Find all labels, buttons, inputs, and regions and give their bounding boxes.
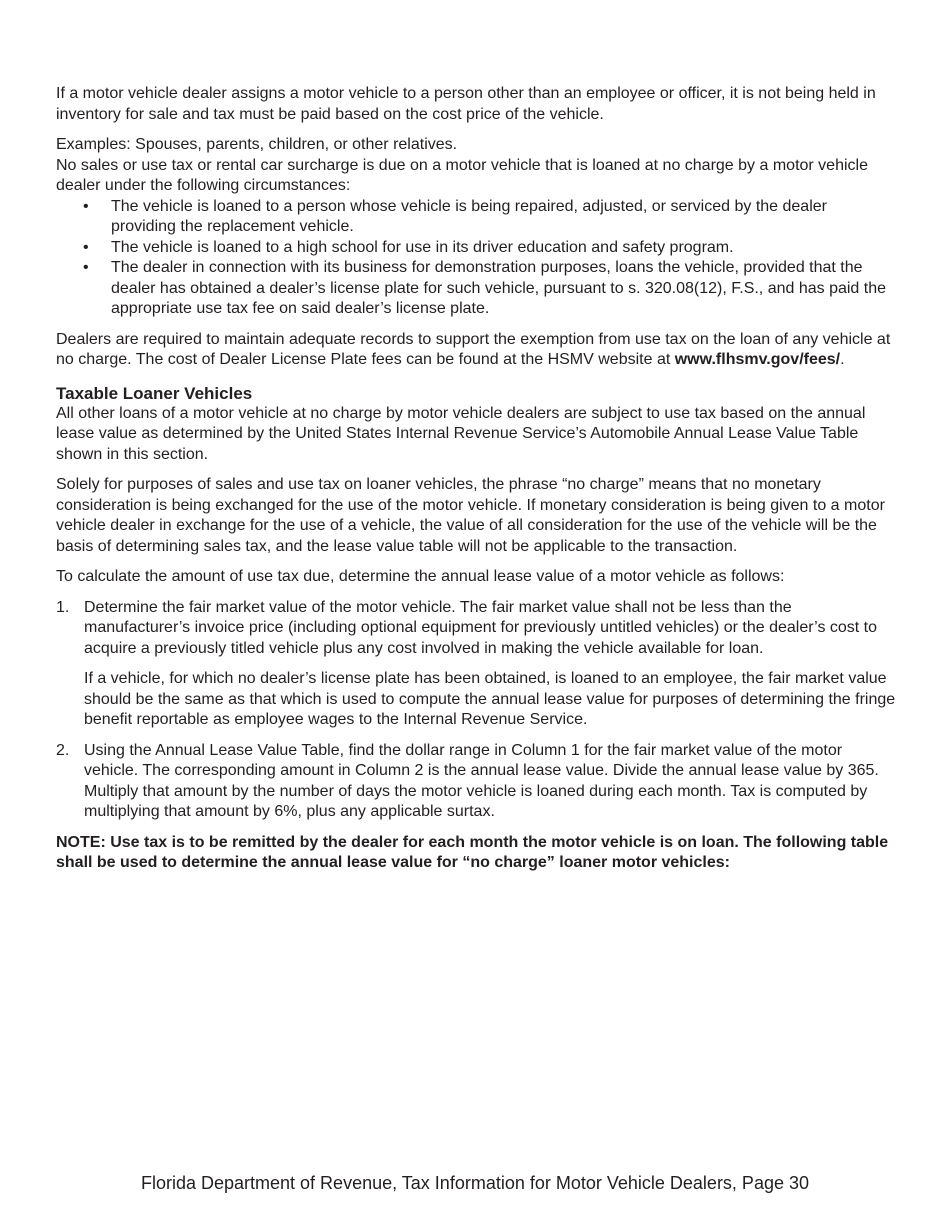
calc-intro-paragraph: To calculate the amount of use tax due, determine the annual lease value of a motor vehicle as follows:	[56, 568, 785, 585]
step-text: Determine the fair market value of the motor vehicle. The fair market value shall not be less than the manufacturer’s invoice price (including optional equipment for previously untitled vehicles) or the dealer’s cost to acquire a previously titled vehicle plus any cost involved in making the vehicle available for loan.	[84, 598, 878, 657]
bullet-icon: •	[83, 259, 89, 276]
intro-paragraph: If a motor vehicle dealer assigns a motor vehicle to a person other than an employee or officer, it is not being held in inventory for sale and tax must be paid based on the cost price of the vehicle.	[56, 85, 876, 123]
list-item	[56, 238, 896, 259]
document-body	[56, 84, 896, 874]
section-heading: Taxable Loaner Vehicles	[56, 383, 253, 403]
hsmv-fees-link[interactable]: www.flhsmv.gov/fees/	[674, 351, 841, 368]
step-text: Using the Annual Lease Value Table, find the dollar range in Column 1 for the fair market value of the motor vehicle. The corresponding amount in Column 2 is the annual lease value. Divide the annual lease value by 365. Multiply that amount by the number of days the motor vehicle is loaned during each month. Tax is computed by multiplying that amount by 6%, plus any applicable surtax.	[84, 741, 879, 820]
step-item	[56, 741, 896, 823]
list-item	[56, 197, 896, 238]
examples-paragraph: Examples: Spouses, parents, children, or other relatives.	[56, 136, 458, 153]
exemption-list	[56, 197, 896, 320]
step-number: 2.	[56, 741, 70, 759]
list-item	[56, 258, 896, 320]
bullet-icon: •	[83, 238, 89, 256]
bullet-icon: •	[83, 197, 89, 215]
page-footer: Florida Department of Revenue, Tax Information for Motor Vehicle Dealers, Page 30	[140, 1173, 809, 1193]
list-item-text: The vehicle is loaned to a high school for use in its driver education and safety program.	[111, 238, 734, 256]
step-sub-text: If a vehicle, for which no dealer’s license plate has been obtained, is loaned to an employee, the fair market value should be the same as that which is used to compute the annual lease value for purposes of determining the fringe benefit reportable as employee wages to the Internal Revenue Service.	[84, 670, 896, 728]
loan-paragraph: All other loans of a motor vehicle at no charge by motor vehicle dealers are subject to use tax based on the annual lease value as determined by the United States Internal Revenue Service’s Automobile Annual Lease Value Table shown in this section.	[56, 404, 866, 463]
step-number: 1.	[56, 598, 70, 616]
records-text: Dealers are required to maintain adequate records to support the exemption from use tax on the loan of any vehicle at no charge. The cost of Dealer License Plate fees can be found at the HSMV website at	[56, 330, 891, 368]
note-paragraph: NOTE: Use tax is to be remitted by the dealer for each month the motor vehicle is on loan. The following table shall be used to determine the annual lease value for “no charge” loaner motor vehicles:	[56, 833, 889, 871]
list-item-text: The dealer in connection with its business for demonstration purposes, loans the vehicle, provided that the dealer has obtained a dealer’s license plate for such vehicle, pursuant to s. 320.08(12), F.S., and has paid the appropriate use tax fee on said dealer’s license plate.	[111, 259, 887, 317]
no-tax-intro-paragraph: No sales or use tax or rental car surcharge is due on a motor vehicle that is loaned at no charge by a motor vehicle dealer under the following circumstances:	[56, 156, 868, 194]
calculation-steps	[56, 598, 896, 823]
records-end: .	[840, 351, 845, 368]
no-charge-paragraph: Solely for purposes of sales and use tax on loaner vehicles, the phrase “no charge” means that no monetary consideration is being exchanged for the use of the motor vehicle. If monetary consideration is being given to a motor vehicle dealer in exchange for the use of a vehicle, the value of all consideration for the use of the vehicle will be the basis of determining sales tax, and the lease value table will not be applicable to the transaction.	[56, 476, 885, 555]
records-paragraph	[56, 330, 896, 371]
step-item	[56, 598, 896, 731]
list-item-text: The vehicle is loaned to a person whose vehicle is being repaired, adjusted, or serviced by the dealer providing the replacement vehicle.	[111, 197, 827, 235]
